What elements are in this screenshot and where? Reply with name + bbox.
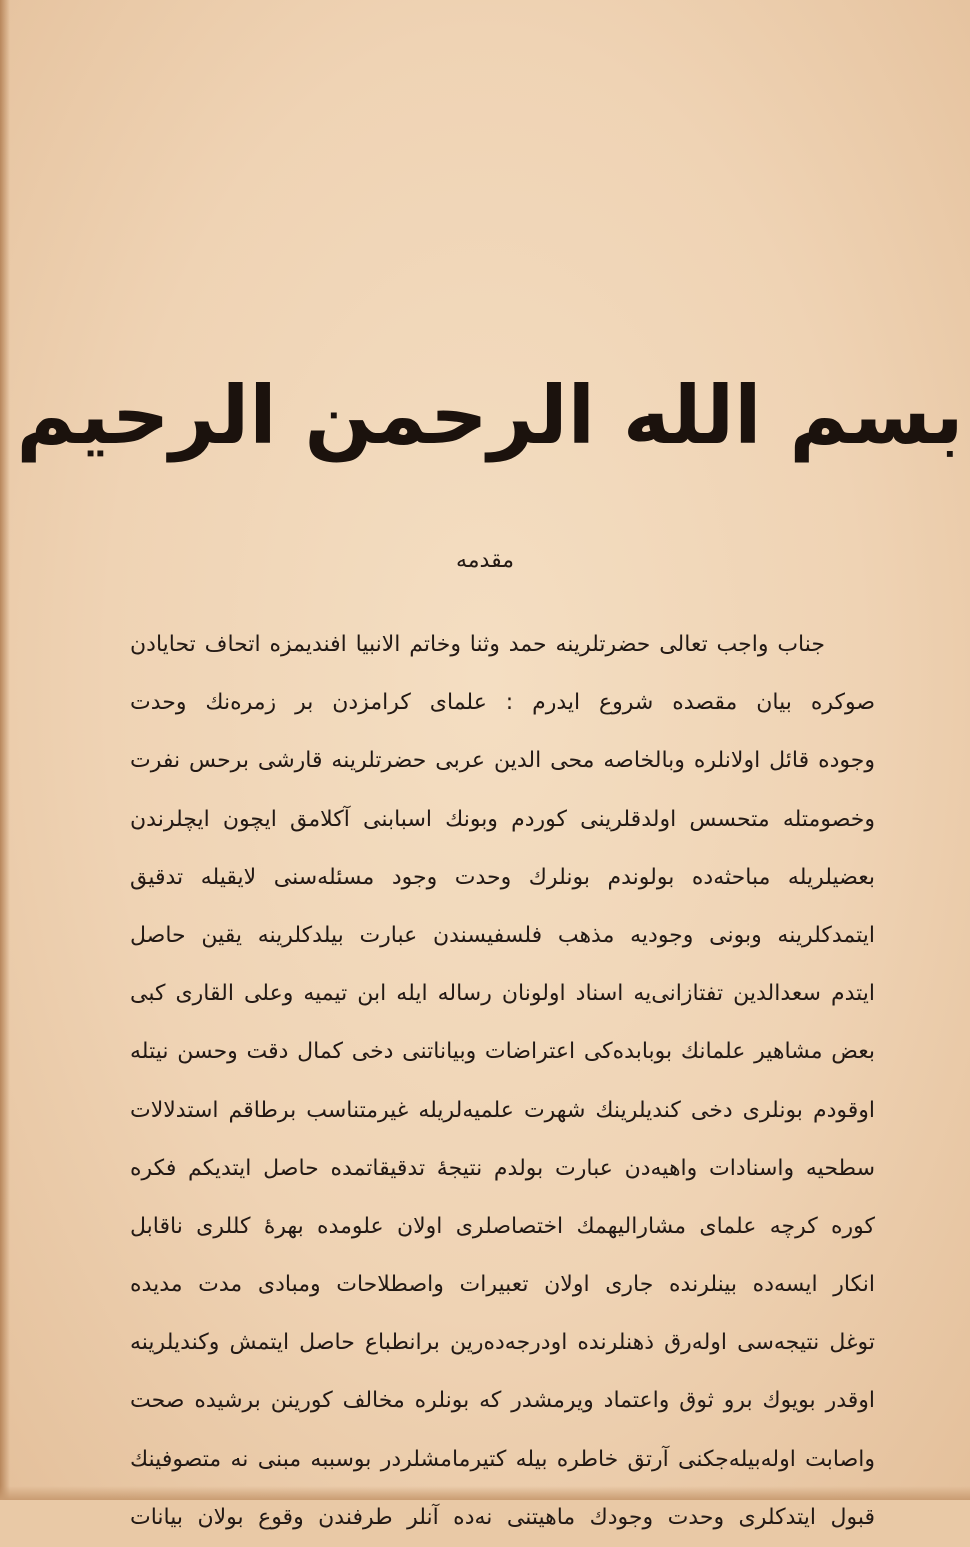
basmala-text: بسم الله الرحمن الرحيم [16, 368, 964, 462]
section-heading: مقدمه [455, 548, 515, 573]
body-text [130, 616, 875, 1547]
basmala-calligraphy [16, 300, 964, 530]
text-line: جناب واجب تعالی حضرتلرینه حمد وثنا وخاتم الانبیا افندیمزه اتحاف تحایادن [130, 632, 825, 657]
text-line: بعض مشاهیر علمانك بوبابده‌كی اعتراضات وبیاناتنی دخی كمال دقت وحسن نیتله [130, 1039, 875, 1065]
text-line: صوكره بیان مقصده شروع ایدرم : علمای كرامزدن بر زمره‌نك وحدت [130, 690, 875, 716]
text-line: واصابت اوله‌بیله‌جكنی آرتق خاطره بیله كتیرمامشلردر بوسببه مبنی نه متصوفینك [130, 1446, 875, 1472]
page-edge-shadow [0, 0, 10, 1500]
text-line: وجوده قائل اولانلره وبالخاصه محی الدین عربی حضرتلرینه قارشی برحس نفرت [130, 748, 875, 774]
text-line: سطحیه واسنادات واهیه‌دن عبارت بولدم نتیجهٔ تدقیقاتمده حاصل ایتدیكم فكره [130, 1155, 875, 1181]
text-line: اوقدر بویوك برو ثوق واعتماد ویرمشدر كه بونلره مخالف كورینن برشیده صحت [130, 1388, 875, 1414]
text-line: انكار ایسه‌ده بینلرنده جاری اولان تعبیرات واصطلاحات ومبادی مدت مدیده [130, 1272, 875, 1298]
text-line: ایتدم سعدالدین تفتازانی‌یه اسناد اولونان رساله ایله ابن تیمیه وعلی القاری كبی [130, 981, 875, 1007]
text-line: توغل نتیجه‌سی اوله‌رق ذهنلرنده اودرجه‌ده‌رین برانطباع حاصل ایتمش وكندیلرینه [130, 1330, 875, 1356]
text-line: وخصومتله متحسس اولدقلرینی كوردم وبونك اسبابنی آكلامق ایچون ایچلرندن [130, 806, 875, 832]
text-line: قبول ایتدكلری وحدت وجودك ماهیتنی نه‌ده آنلر طرفندن وقوع بولان بیانات [130, 1504, 875, 1530]
text-line: اوقودم بونلری دخی كندیلرینك شهرت علمیه‌لریله غیرمتناسب برطاقم استدلالات [130, 1097, 875, 1123]
text-line: كوره كرچه علمای مشارالیهمك اختصاصلری اولان علومده بهرهٔ كللری ناقابل [130, 1213, 875, 1239]
text-line: بعضیلریله مباحثه‌ده بولوندم بونلرك وحدت وجود مسئله‌سنی لایقیله تدقیق [130, 864, 875, 890]
text-line: ایتمدكلرینه وبونی وجودیه مذهب فلسفیسندن عبارت بیلدكلرینه یقین حاصل [130, 922, 875, 948]
